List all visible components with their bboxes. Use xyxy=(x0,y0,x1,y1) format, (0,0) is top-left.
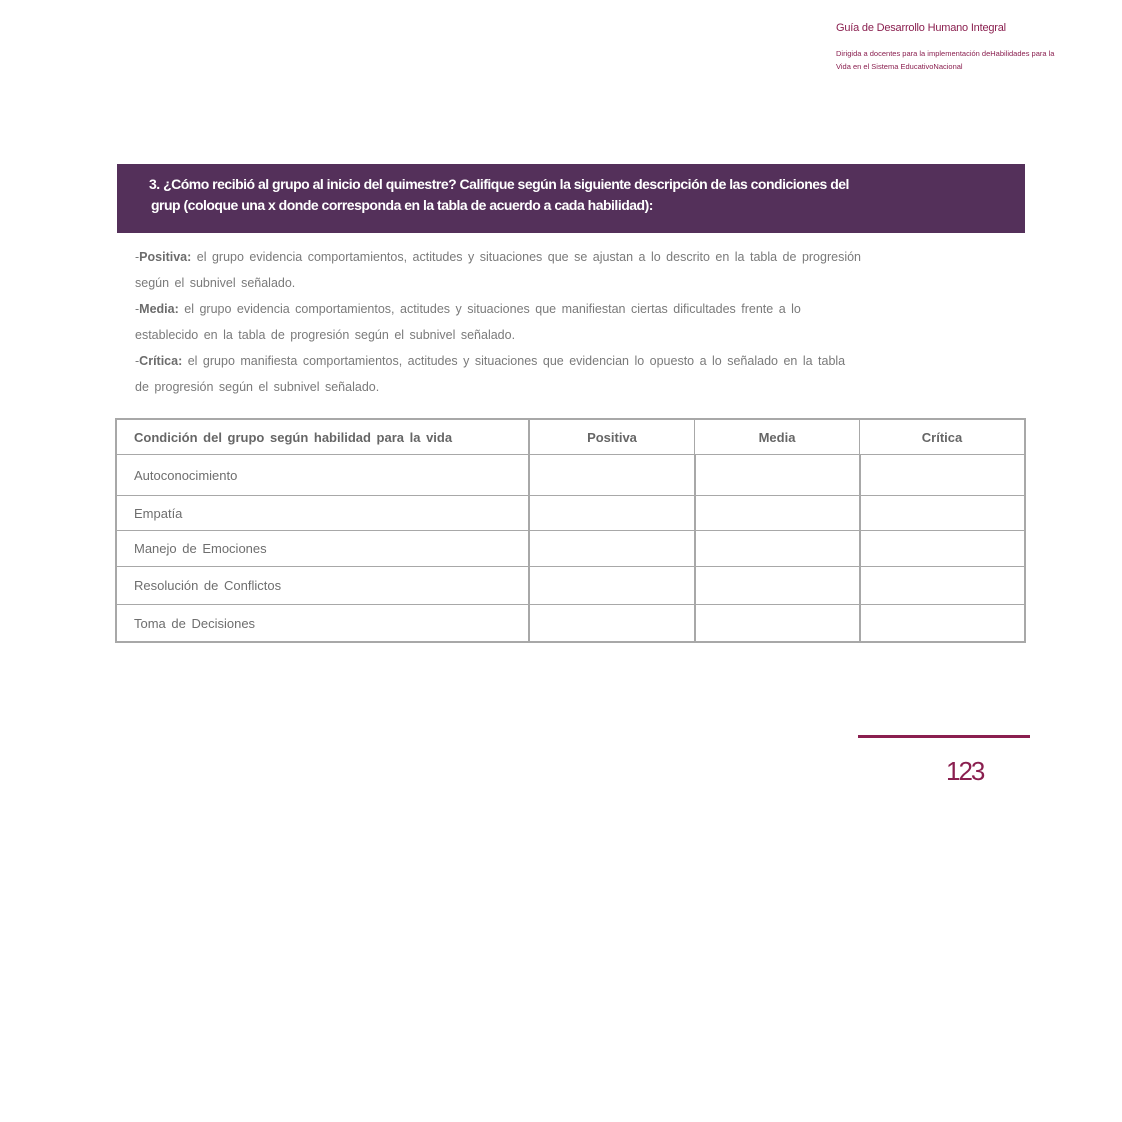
media-cell[interactable] xyxy=(695,496,860,531)
table-row xyxy=(116,455,1025,496)
definition-label: Crítica: xyxy=(139,354,183,368)
definition-media-cont: establecido en la tabla de progresión según el subnivel señalado. xyxy=(135,328,516,342)
table-row xyxy=(116,605,1025,643)
critica-cell[interactable] xyxy=(860,605,1026,643)
critica-cell[interactable] xyxy=(860,531,1026,567)
guide-title: Guía de Desarrollo Humano Integral xyxy=(836,22,1006,34)
definition-positiva: -Positiva: el grupo evidencia comportamientos, actitudes y situaciones que se ajustan a lo descrito en la tabla de progresión xyxy=(135,250,862,264)
definition-label: Positiva: xyxy=(139,250,192,264)
media-cell[interactable] xyxy=(695,605,860,643)
definitions xyxy=(135,244,1015,400)
footer-rule xyxy=(858,735,1030,738)
media-cell[interactable] xyxy=(695,531,860,567)
positiva-cell[interactable] xyxy=(529,567,695,605)
positiva-cell[interactable] xyxy=(529,455,695,496)
question-band xyxy=(117,164,1025,233)
skill-label: Autoconocimiento xyxy=(116,455,529,496)
skill-label: Manejo de Emociones xyxy=(116,531,529,567)
skill-label: Toma de Decisiones xyxy=(116,605,529,643)
header-condition: Condición del grupo según habilidad para la vida xyxy=(116,419,529,455)
question-line-1: 3. ¿Cómo recibió al grupo al inicio del quimestre? Califique según la siguiente descripción de las condiciones del xyxy=(149,176,849,192)
skill-label: Empatía xyxy=(116,496,529,531)
question-line-2: grup (coloque una x donde corresponda en la tabla de acuerdo a cada habilidad): xyxy=(151,197,653,213)
definition-label: Media: xyxy=(139,302,179,316)
positiva-cell[interactable] xyxy=(529,531,695,567)
header-critica: Crítica xyxy=(860,419,1026,455)
running-header xyxy=(836,22,1106,73)
guide-subtitle-line-2: Vida en el Sistema EducativoNacional xyxy=(836,62,963,71)
definition-text: el grupo manifiesta comportamientos, actitudes y situaciones que evidencian lo opuesto a lo señalado en la tabla xyxy=(187,354,846,368)
definition-critica: -Crítica: el grupo manifiesta comportamientos, actitudes y situaciones que evidencian lo opuesto a lo señalado en la tabla xyxy=(135,354,846,368)
page-number: 123 xyxy=(946,756,984,786)
table-header-row xyxy=(116,419,1025,455)
guide-subtitle-line-1: Dirigida a docentes para la implementación deHabilidades para la xyxy=(836,49,1055,58)
skill-label: Resolución de Conflictos xyxy=(116,567,529,605)
definition-media: -Media: el grupo evidencia comportamientos, actitudes y situaciones que manifiestan ciertas dificultades frente a lo xyxy=(135,302,801,316)
header-media: Media xyxy=(695,419,860,455)
critica-cell[interactable] xyxy=(860,496,1026,531)
table-row xyxy=(116,567,1025,605)
ratings-table xyxy=(115,418,1026,643)
critica-cell[interactable] xyxy=(860,567,1026,605)
definition-text: el grupo evidencia comportamientos, actitudes y situaciones que manifiestan ciertas dificultades frente a lo xyxy=(184,302,801,316)
media-cell[interactable] xyxy=(695,455,860,496)
definition-text: el grupo evidencia comportamientos, actitudes y situaciones que se ajustan a lo descrito en la tabla de progresión xyxy=(196,250,862,264)
definition-positiva-cont: según el subnivel señalado. xyxy=(135,276,296,290)
header-positiva: Positiva xyxy=(529,419,695,455)
definition-critica-cont: de progresión según el subnivel señalado. xyxy=(135,380,380,394)
critica-cell[interactable] xyxy=(860,455,1026,496)
media-cell[interactable] xyxy=(695,567,860,605)
positiva-cell[interactable] xyxy=(529,605,695,643)
positiva-cell[interactable] xyxy=(529,496,695,531)
table-row xyxy=(116,531,1025,567)
table-row xyxy=(116,496,1025,531)
